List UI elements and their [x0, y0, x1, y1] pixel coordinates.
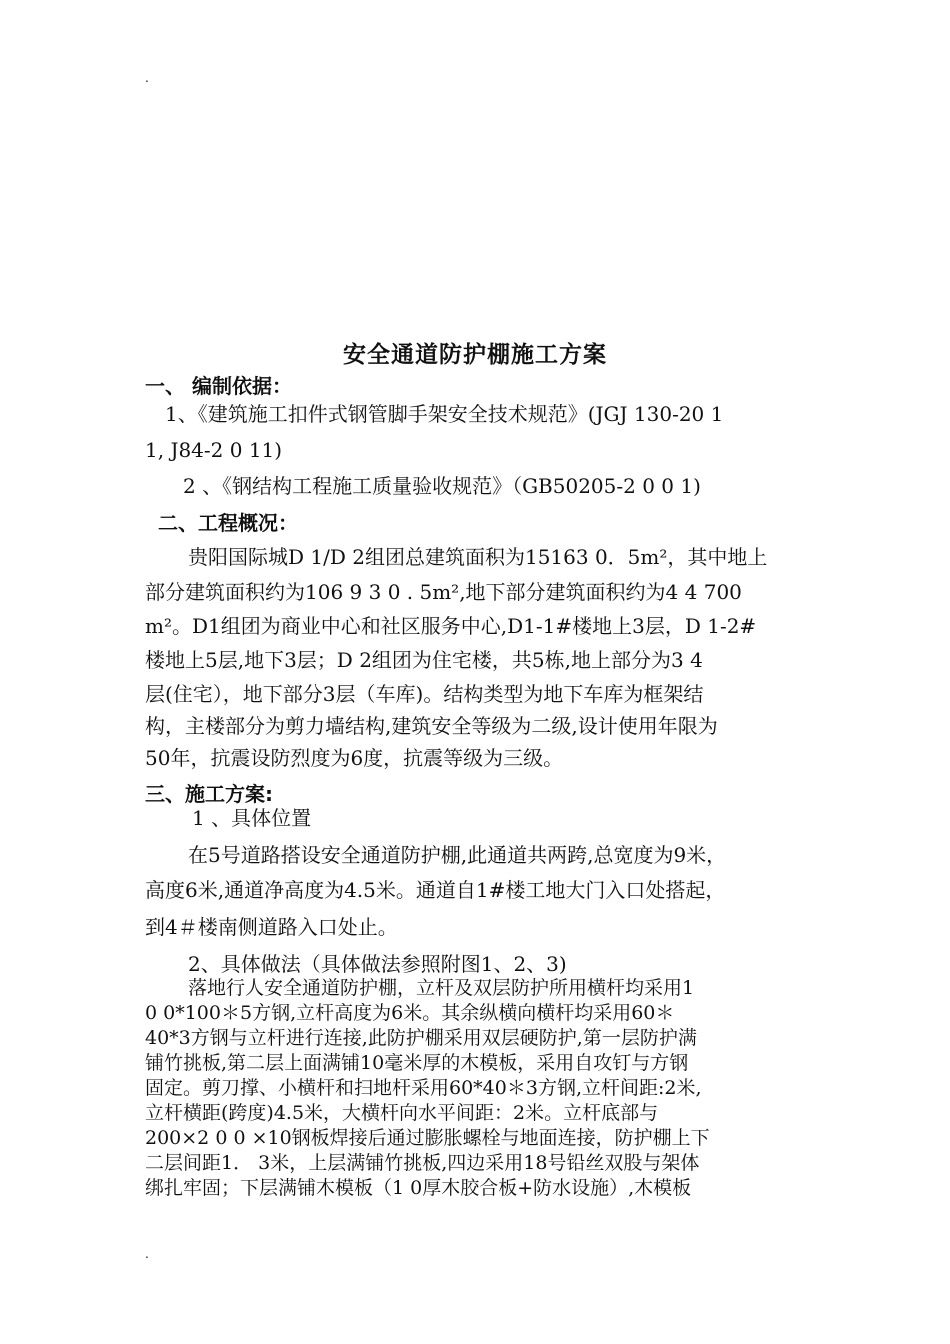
method-line: 铺竹挑板,第二层上面满铺10毫米厚的木模板，采用自攻钉与方钢: [145, 1052, 689, 1074]
method-line: 立杆横距(跨度)4.5米，大横杆向水平间距：2米。立杆底部与: [145, 1102, 659, 1124]
method-line: 绑扎牢固；下层满铺木模板（1 0厚木胶合板+防水设施）,木模板: [145, 1177, 692, 1199]
document-title: 安全通道防护棚施工方案: [343, 342, 607, 368]
method-line: 40*3方钢与立杆进行连接,此防护棚采用双层硬防护,第一层防护满: [145, 1027, 697, 1049]
overview-line: m²。D1组团为商业中心和社区服务中心,D1-1#楼地上3层，D 1-2#: [145, 614, 757, 638]
section-heading-plan: 三、施工方案:: [145, 782, 273, 806]
overview-line: 构，主楼部分为剪力墙结构,建筑安全等级为二级,设计使用年限为: [145, 714, 718, 738]
method-line: 落地行人安全通道防护棚，立杆及双层防护所用横杆均采用1: [188, 977, 695, 999]
overview-line: 部分建筑面积约为106 9 3 0 . 5m²,地下部分建筑面积约为4 4 700: [145, 580, 742, 604]
location-line: 在5号道路搭设安全通道防护棚,此通道共两跨,总宽度为9米，: [188, 843, 727, 867]
overview-line: 楼地上5层,地下3层；D 2组团为住宅楼，共5栋,地上部分为3 4: [145, 648, 703, 672]
section-heading-overview: 二、工程概况：: [158, 511, 298, 535]
overview-line: 贵阳国际城D 1/D 2组团总建筑面积为15163 0．5m²，其中地上: [188, 545, 768, 569]
reference-item-1-continued: 1, J84-2 0 11): [145, 438, 283, 462]
section-heading-basis: 一、 编制依据：: [145, 374, 292, 398]
overview-line: 50年，抗震设防烈度为6度，抗震等级为三级。: [145, 746, 564, 770]
method-line: 固定。剪刀撑、小横杆和扫地杆采用60*40＊3方钢,立杆间距:2米,: [145, 1077, 702, 1099]
reference-item-1: 1、《建筑施工扣件式钢管脚手架安全技术规范》(JGJ 130-20 1: [165, 402, 724, 426]
overview-line: 层(住宅），地下部分3层（车库)。结构类型为地下车库为框架结: [145, 682, 704, 706]
method-line: 二层间距1． 3米，上层满铺竹挑板,四边采用18号铅丝双股与架体: [145, 1152, 700, 1174]
page-mark-bottom: .: [145, 1247, 149, 1261]
page-mark-top: .: [145, 71, 149, 85]
method-line: 0 0*100＊5方钢,立杆高度为6米。其余纵横向横杆均采用60＊: [145, 1002, 675, 1024]
location-line: 到4＃楼南侧道路入口处止。: [145, 915, 398, 939]
method-line: 200×2 0 0 ×10钢板焊接后通过膨胀螺栓与地面连接，防护棚上下: [145, 1127, 710, 1149]
reference-item-2: 2 、《钢结构工程施工质量验收规范》（GB50205-2 0 0 1): [183, 474, 701, 498]
subsection-title-location: 1 、具体位置: [192, 806, 312, 830]
subsection-title-method: 2、具体做法（具体做法参照附图1、2、3): [188, 952, 567, 976]
location-line: 高度6米,通道净高度为4.5米。通道自1#楼工地大门入口处搭起，: [145, 878, 726, 902]
